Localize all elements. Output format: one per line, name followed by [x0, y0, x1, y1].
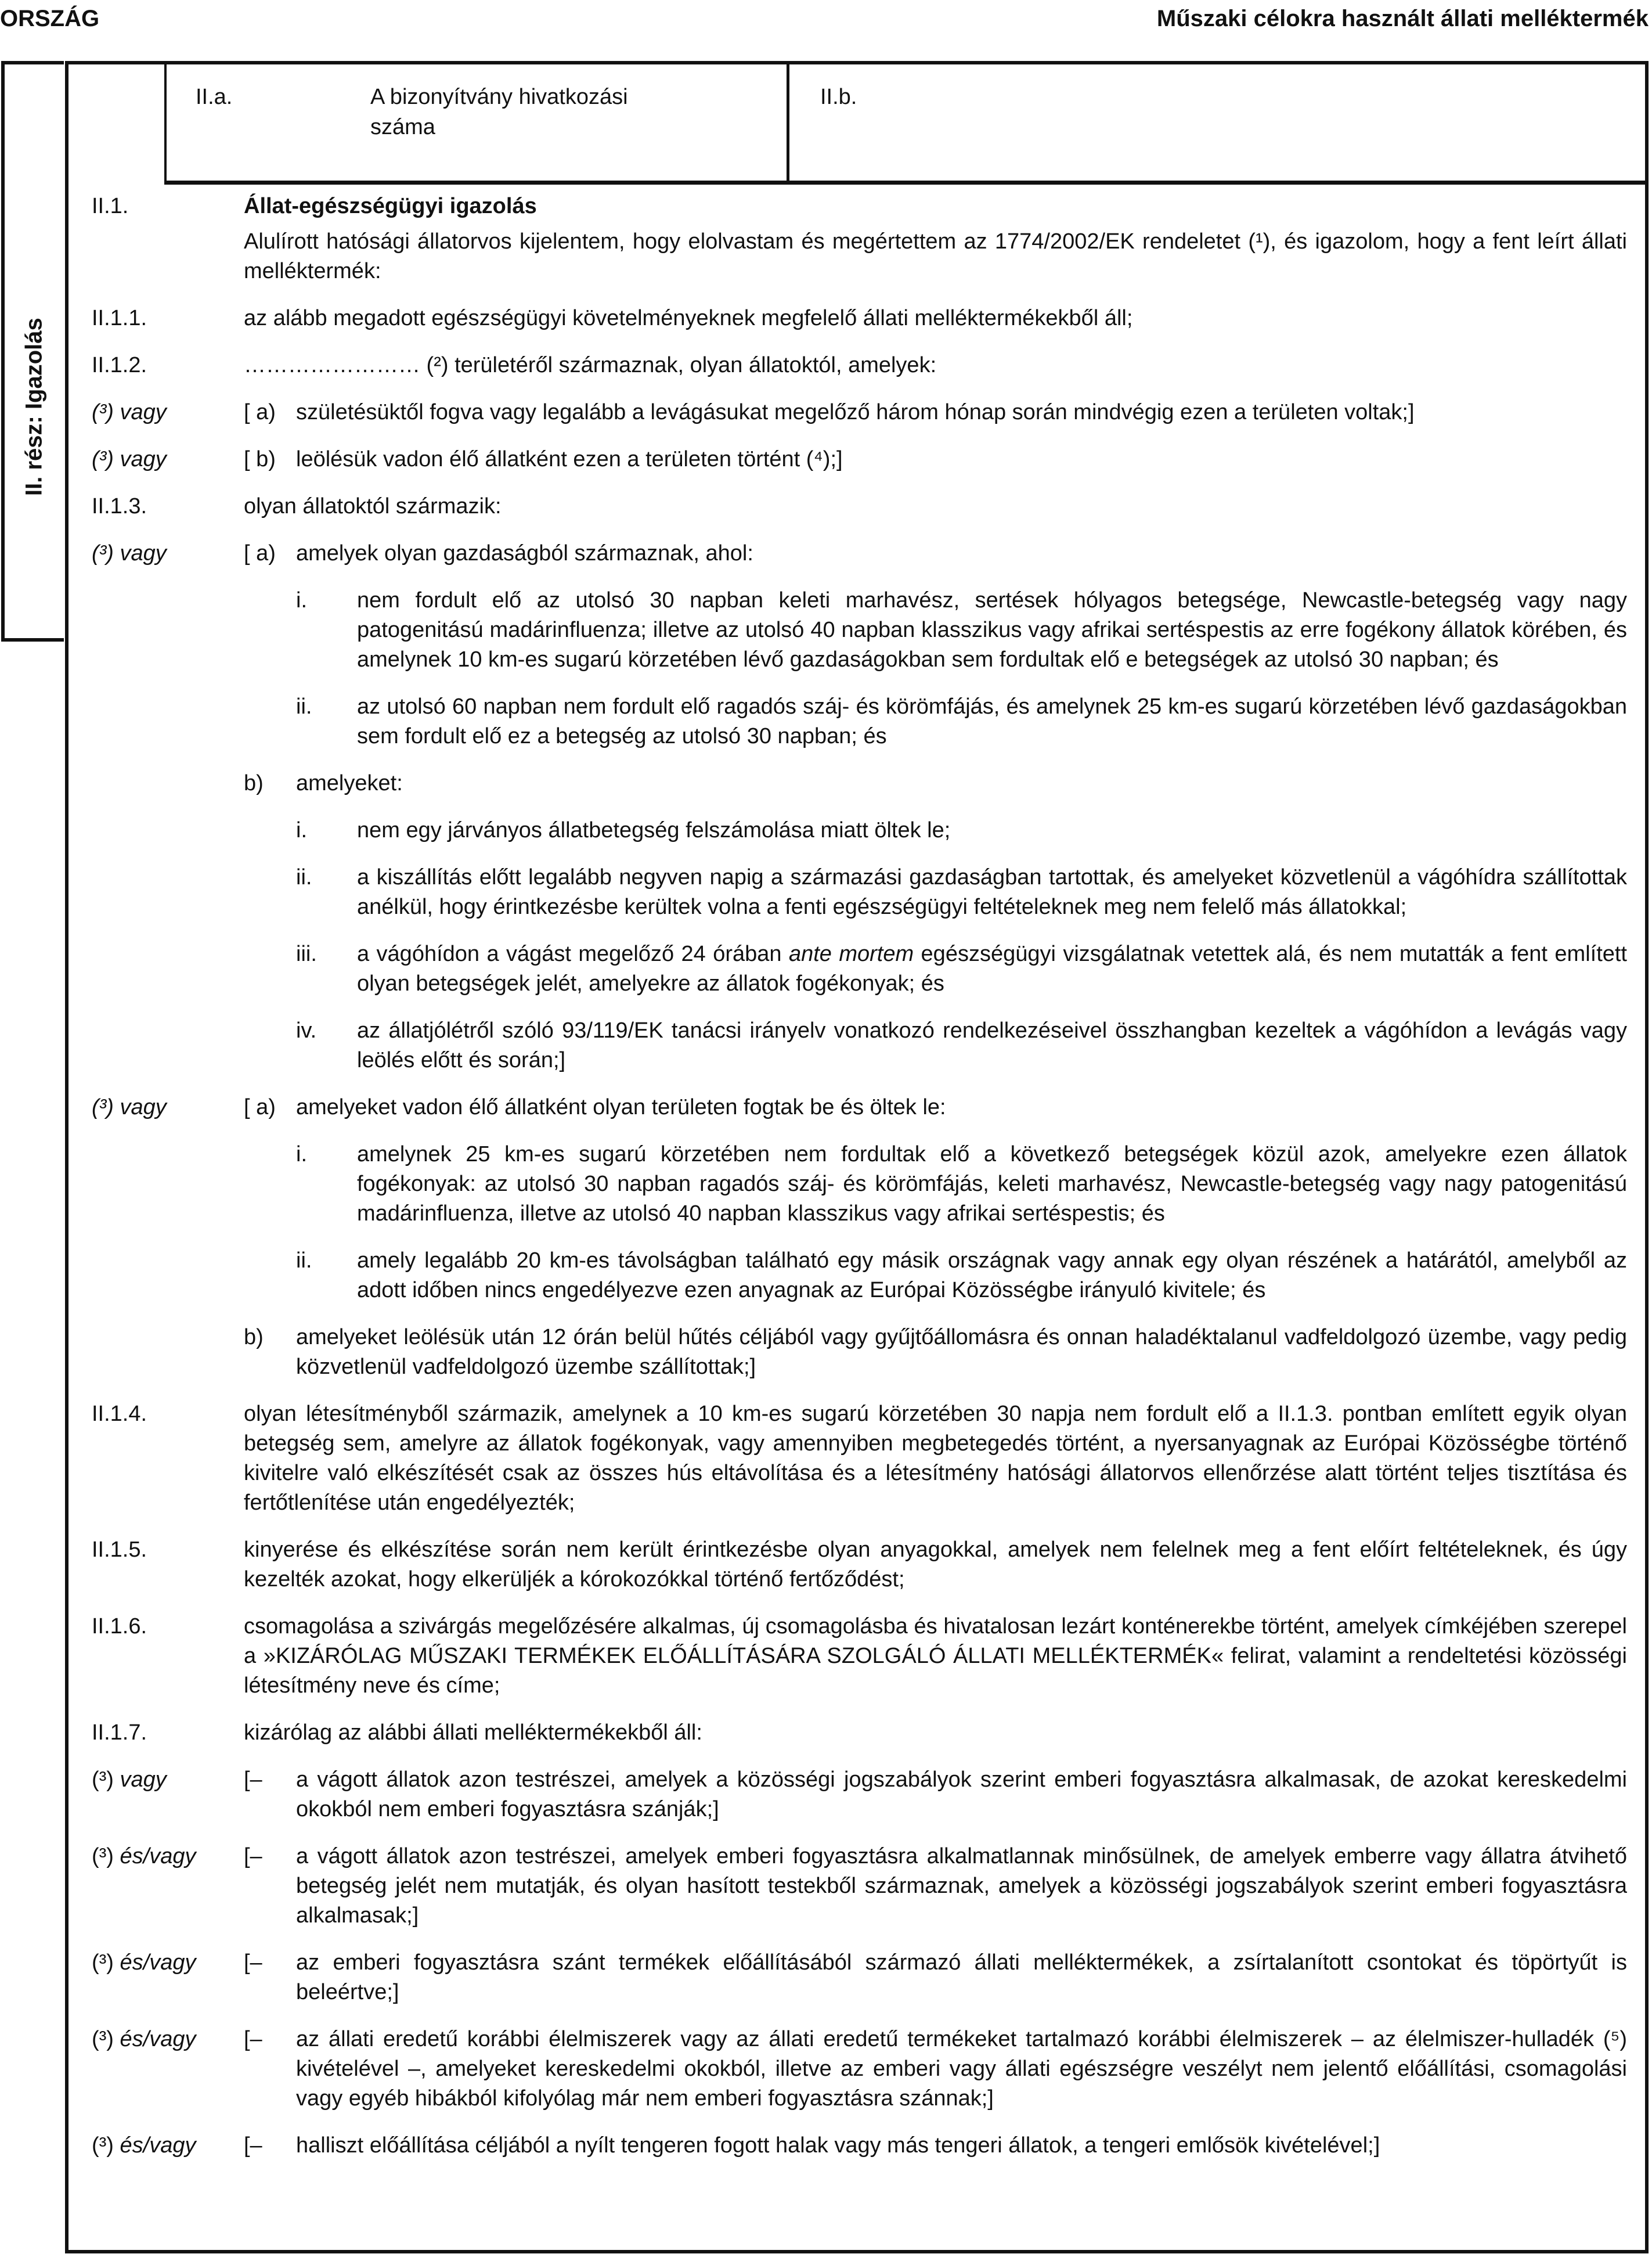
section-text: …………………… (²) területéről származnak, olyan állatoktól, amelyek:: [244, 353, 937, 377]
page-header-title: Műszaki célokra használt állati melléktermék: [1156, 6, 1649, 31]
reference-box: [164, 64, 1649, 185]
ref-a-number: II.a.: [196, 85, 233, 109]
list-item: iii. a vágóhídon a vágást megelőző 24 órában ante mortem egészségügyi vizsgálatnak vetettek alá, és nem mutatták a fent említett olyan betegségek jelét, amelyekre az állatok fogékonyak; és: [296, 942, 1627, 996]
list-item: i. nem egy járványos állatbetegség felszámolása miatt öltek le;: [296, 818, 951, 842]
option-bracket: [ a): [244, 1095, 276, 1119]
section-II-1-1: [92, 304, 1627, 333]
section-II-1-3: [92, 492, 1627, 521]
option-II-1-2-a: [92, 398, 1627, 427]
section-number: II.1.3.: [92, 494, 147, 519]
list-item: i. amelynek 25 km-es sugarú körzetében nem fordultak elő a következő betegségek közül azok, amelyekre ezen állatok fogékonyak: az utolsó 30 napban ragadós száj- és körömfájás, keleti marhavész, Newcastle-betegség vagy nagy patogenitású madárinfluenza, illetve az utolsó 40 napban klasszikus vagy afrikai sertéspestis; és: [296, 1142, 1627, 1226]
option-bracket: [ a): [244, 400, 276, 424]
option-bracket: [ b): [244, 447, 276, 471]
ref-a-label: A bizonyítvány hivatkozási száma: [370, 85, 628, 139]
list-item: iv. az állatjólétről szóló 93/119/EK tanácsi irányelv vonatkozó rendelkezéseivel összhangban kezeltek a vágóhídon a levágás vagy leölés előtt és során;]: [296, 1018, 1627, 1072]
option-text: amelyek olyan gazdaságból származnak, ahol:: [296, 541, 753, 566]
list-item: ii. amely legalább 20 km-es távolságban található egy másik országnak vagy annak egy olyan részének a határától, amelyből az adott időben nincs engedélyezve ezen anyagnak az Európai Közösségbe irányuló kivitele; és: [296, 1248, 1627, 1302]
option-II-1-7: (³) és/vagy [– az állati eredetű korábbi élelmiszerek vagy az állati eredetű termékeket tartalmazó korábbi élelmiszerek – az élelmiszer-hulladék (⁵) kivételével –, amelyeket kereskedelmi okokból, illetve az emberi vagy állati egészségre veszélyt nem jelentő előállítási, csomagolási vagy egyéb hibákból kifolyólag már nem emberi fogyasztásra szánnak;]: [92, 2027, 1627, 2111]
list-item: ii. a kiszállítás előtt legalább negyven napig a származási gazdaságban tartottak, és amelyeket közvetlenül a vágóhídra szállítottak anélkül, hogy érintkezésbe kerültek volna a fenti egészségügyi feltételeknek meg nem felelő más állatokkal;: [296, 865, 1627, 919]
list-item: i. nem fordult elő az utolsó 30 napban keleti marhavész, sertések hólyagos betegsége, Newcastle-betegség vagy nagy patogenitású madárinfluenza; illetve az utolsó 40 napban klasszikus vagy afrikai sertéspestis az erre fogékony állatok körében, és amelynek 10 km-es sugarú körzetében lévő gazdaságokban sem fordultak elő e betegségek az utolsó 30 napban; és: [296, 588, 1627, 672]
option-II-1-2-b: [92, 445, 1627, 474]
section-text: az alább megadott egészségügyi követelményeknek megfelelő állati melléktermékekből áll;: [244, 306, 1133, 330]
side-label: II. rész: Igazolás: [21, 318, 47, 496]
side-column: [1, 61, 64, 642]
reference-divider: [787, 64, 789, 181]
option-label: (³) vagy: [92, 400, 167, 424]
section-II-1-4: II.1.4. olyan létesítményből származik, amelynek a 10 km-es sugarú körzetében 30 napja nem fordult elő a II.1.3. pontban említett egyik olyan betegség sem, amelyre az állatok fogékonyak, vagy amennyiben megbetegedés történt, a nyersanyagnak az Európai Közösségbe történő kivitelre való elkészítését csak az összes hús eltávolítása és a létesítmény hatósági állatorvos ellenőrzése alatt történt teljes tisztítása és fertőtlenítése után engedélyezték;: [92, 1402, 1627, 1515]
page-header-country: ORSZÁG: [0, 6, 100, 31]
section-intro: Alulírott hatósági állatorvos kijelentem, hogy elolvastam és megértettem az 1774/2002/EK rendeletet (¹), és igazolom, hogy a fent leírt állati melléktermék:: [244, 229, 1627, 283]
option-label: (³) vagy: [92, 1095, 167, 1119]
option-text: amelyeket vadon élő állatként olyan területen fogtak be és öltek le:: [296, 1095, 946, 1119]
option-II-1-7: (³) és/vagy [– az emberi fogyasztásra szánt termékek előállításából származó állati melléktermékek, a zsírtalanított csontokat és töpörtyűt is beleértve;]: [92, 1950, 1627, 2004]
option-II-1-7: (³) és/vagy [– halliszt előállítása céljából a nyílt tengeren fogott halak vagy más tengeri állatok, a tengeri emlősök kivételével;]: [92, 2133, 1380, 2158]
section-number: II.1.2.: [92, 353, 147, 377]
section-II-1-7: II.1.7. kizárólag az alábbi állati melléktermékekből áll:: [92, 1720, 702, 1745]
certificate-body: [92, 192, 1627, 2178]
option-II-1-3-farm-b: b) amelyeket:: [244, 771, 403, 795]
ref-b-number: II.b.: [820, 85, 857, 109]
option-II-1-7: (³) és/vagy [– a vágott állatok azon testrészei, amelyek emberi fogyasztásra alkalmatlannak minősülnek, de amelyek emberre vagy állatra átvihető betegség jelét nem mutatják, és olyan hasított testekből származnak, amelyek a közösségi jogszabályok szerint emberi fogyasztásra alkalmasak;]: [92, 1844, 1627, 1928]
option-II-1-3-farm-a: [92, 539, 1627, 568]
section-text: olyan állatoktól származik:: [244, 494, 502, 519]
section-II-1-6: II.1.6. csomagolása a szivárgás megelőzésére alkalmas, új csomagolásba és hivatalosan lezárt konténerekbe történt, amelyek címkéjében szerepel a »KIZÁRÓLAG MŰSZAKI TERMÉKEK ELŐÁLLÍTÁSÁRA SZOLGÁLÓ ÁLLATI MELLÉKTERMÉK« felirat, valamint a rendeltetési közösségi létesítmény neve és címe;: [92, 1614, 1627, 1698]
section-title: Állat-egészségügyi igazolás: [244, 194, 537, 218]
section-II-1: [92, 192, 1627, 221]
section-number: II.1.: [92, 194, 129, 218]
option-text: leölésük vadon élő állatként ezen a területen történt (⁴);]: [296, 447, 843, 471]
section-number: II.1.1.: [92, 306, 147, 330]
option-II-1-3-wild-b: b) amelyeket leölésük után 12 órán belül hűtés céljából vagy gyűjtőállomásra és onnan haladéktalanul vadfeldolgozó üzembe, vagy pedig közvetlenül vadfeldolgozó üzembe szállítottak;]: [244, 1325, 1627, 1379]
section-II-1-5: II.1.5. kinyerése és elkészítése során nem került érintkezésbe olyan anyagokkal, amelyek nem felelnek meg a fent előírt feltételeknek, és úgy kezelték azokat, hogy elkerüljék a kórokozókkal történő fertőződést;: [92, 1538, 1627, 1592]
option-text: születésüktől fogva vagy legalább a levágásukat megelőző három hónap során mindvégig ezen a területen voltak;]: [296, 400, 1415, 424]
option-II-1-3-wild-a: [92, 1093, 1627, 1122]
list-item: ii. az utolsó 60 napban nem fordult elő ragadós száj- és körömfájás, és amelynek 25 km-es sugarú körzetében lévő gazdaságokban sem fordult elő ez a betegség az utolsó 30 napban; és: [296, 694, 1627, 748]
section-II-1-2: [92, 351, 1627, 380]
option-II-1-7: (³) vagy [– a vágott állatok azon testrészei, amelyek a közösségi jogszabályok szerint emberi fogyasztásra alkalmasak, de azokat kereskedelmi okokból nem emberi fogyasztásra szánják;]: [92, 1767, 1627, 1821]
option-label: (³) vagy: [92, 447, 167, 471]
option-bracket: [ a): [244, 541, 276, 566]
option-label: (³) vagy: [92, 541, 167, 566]
